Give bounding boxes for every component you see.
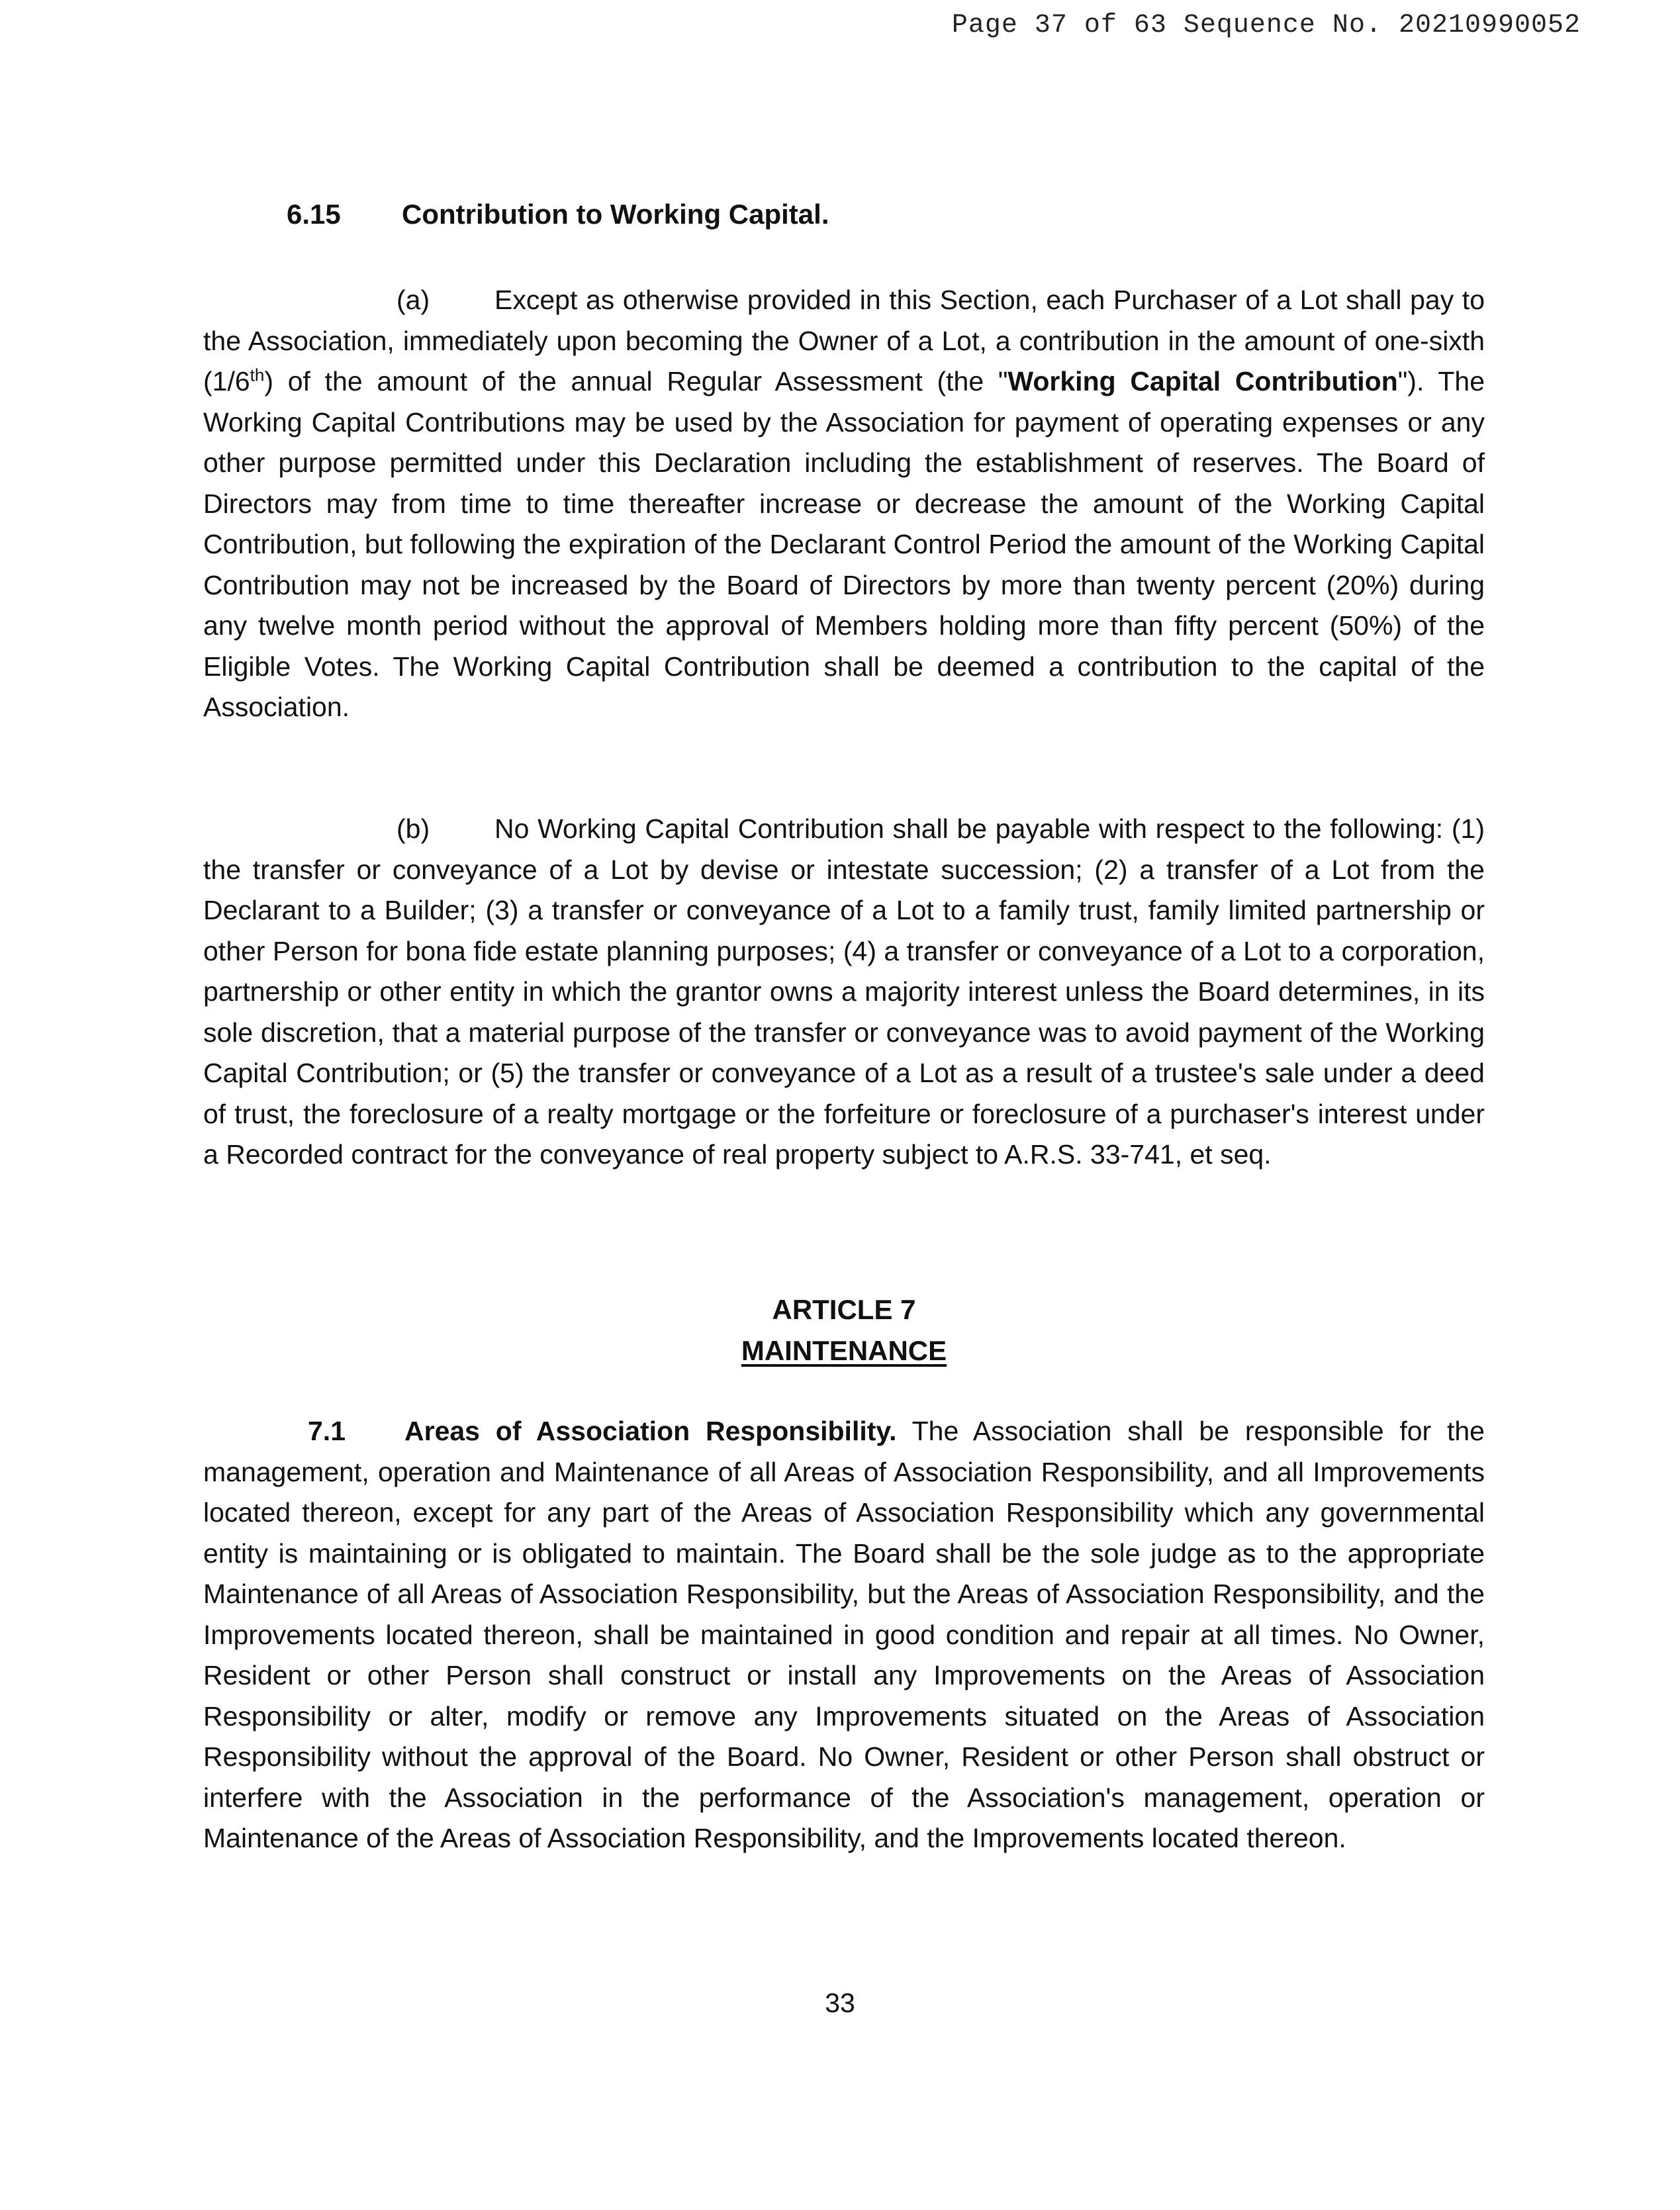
section-number: 6.15	[287, 199, 341, 230]
section-title: Areas of Association Responsibility.	[404, 1416, 897, 1446]
defined-term: Working Capital Contribution	[1007, 366, 1398, 396]
section-number: 7.1	[308, 1416, 346, 1446]
paragraph-b	[203, 809, 1485, 1175]
paragraph-text: The Association shall be responsible for the management, operation and Maintenance of all Areas of Association Responsibility, and all Improvements located thereon, except for any part of the Areas of Association Responsibility which any governmental entity is maintaining or is obligated to maintain. The Board shall be the sole judge as to the appropriate Maintenance of all Areas of Association Responsibility, but the Areas of Association Responsibility, and the Improvements located thereon, shall be maintained in good condition and repair at all times. No Owner, Resident or other Person shall construct or install any Improvements on the Areas of Association Responsibility or alter, modify or remove any Improvements situated on the Areas of Association Responsibility without the approval of the Board. No Owner, Resident or other Person shall obstruct or interfere with the Association in the performance of the Association's management, operation or Maintenance of the Areas of Association Responsibility, and the Improvements located thereon.	[203, 1416, 1485, 1853]
superscript: th	[250, 365, 265, 385]
paragraph-text: No Working Capital Contribution shall be payable with respect to the following: (1) the transfer or conveyance of a Lot by devise or intestate succession; (2) a transfer of a Lot from the Declarant to a Builder; (3) a transfer or conveyance of a Lot to a family trust, family limited partnership or other Person for bona fide estate planning purposes; (4) a transfer or conveyance of a Lot to a corporation, partnership or other entity in which the grantor owns a majority interest unless the Board determines, in its sole discretion, that a material purpose of the transfer or conveyance was to avoid payment of the Working Capital Contribution; or (5) the transfer or conveyance of a Lot as a result of a trustee's sale under a deed of trust, the foreclosure of a realty mortgage or the forfeiture or foreclosure of a purchaser's interest under a Recorded contract for the conveyance of real property subject to A.R.S. 33-741, et seq.	[203, 813, 1485, 1170]
section-heading-6-15	[287, 199, 829, 230]
paragraph-label: (b)	[397, 813, 430, 844]
paragraph-text: Except as otherwise provided in this Section, each Purchaser of a Lot shall pay to the Association, immediately upon becoming the Owner of a Lot, a contribution in the amount of one-sixth (1/6	[203, 285, 1485, 396]
paragraph-label: (a)	[397, 285, 430, 315]
paragraph-a	[203, 280, 1485, 728]
page-header: Page 37 of 63 Sequence No. 20210990052	[951, 11, 1581, 40]
section-7-1	[203, 1411, 1485, 1859]
article-title: ARTICLE 7	[772, 1294, 916, 1325]
paragraph-text: "). The Working Capital Contributions may be used by the Association for payment of operating expenses or any other purpose permitted under this Declaration including the establishment of reserves. The Board of Directors may from time to time thereafter increase or decrease the amount of the Working Capital Contribution, but following the expiration of the Declarant Control Period the amount of the Working Capital Contribution may not be increased by the Board of Directors by more than twenty percent (20%) during any twelve month period without the approval of Members holding more than fifty percent (50%) of the Eligible Votes. The Working Capital Contribution shall be deemed a contribution to the capital of the Association.	[203, 366, 1485, 722]
article-subtitle: MAINTENANCE	[741, 1335, 947, 1366]
section-title: Contribution to Working Capital.	[402, 199, 829, 230]
paragraph-text: ) of the amount of the annual Regular Assessment (the "	[264, 366, 1008, 396]
page-number: 33	[825, 1988, 855, 2018]
